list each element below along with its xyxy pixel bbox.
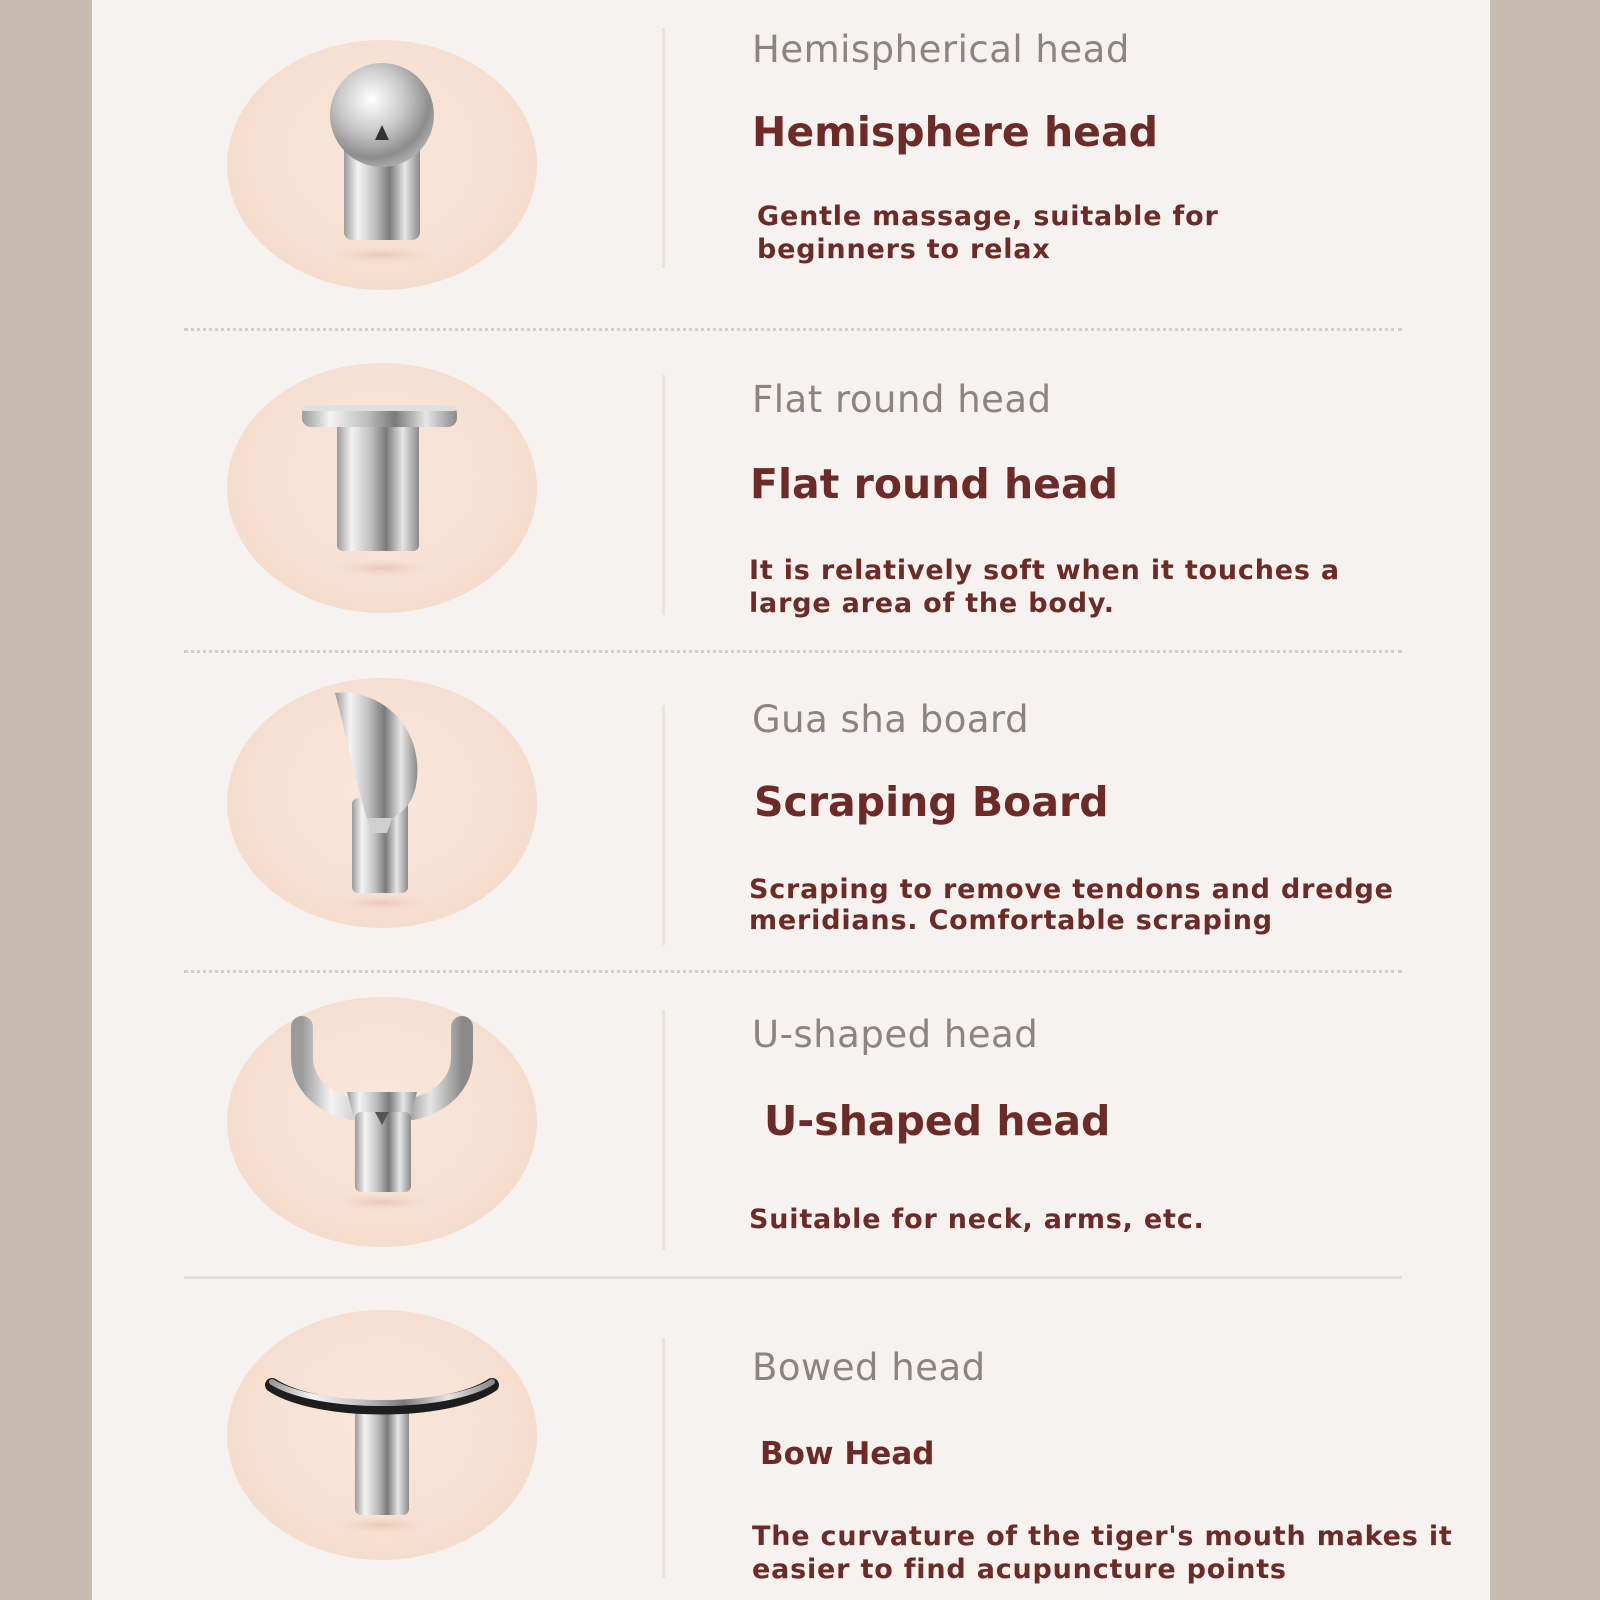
item-title: Scraping Board [754,778,1109,826]
description-line: Gentle massage, suitable for [757,201,1219,232]
item-title: Hemisphere head [752,108,1158,156]
description-line: Suitable for neck, arms, etc. [749,1204,1205,1235]
product-panel [92,0,1490,1600]
description-line: Scraping to remove tendons and dredge [749,874,1394,905]
item-description [749,1203,1205,1236]
description-line: large area of the body. [749,588,1115,619]
item-title: Bow Head [760,1436,935,1472]
item-description [757,200,1219,266]
description-line: The curvature of the tiger's mouth makes it [752,1521,1453,1552]
bow-head-icon [227,1310,537,1560]
hemisphere-head-icon [227,40,537,290]
row-separator-line [662,375,665,615]
row-separator-line [662,1010,665,1250]
item-description [749,874,1394,936]
section-divider [184,650,1402,653]
description-line: easier to find acupuncture points [752,1554,1287,1585]
item-subtitle: Bowed head [752,1346,986,1389]
row-separator-line [662,1338,665,1578]
item-subtitle: Hemispherical head [752,28,1130,71]
item-title: U-shaped head [764,1097,1111,1145]
description-line: meridians. Comfortable scraping [749,905,1273,936]
description-line: It is relatively soft when it touches a [749,555,1340,586]
section-divider [184,1276,1402,1279]
item-subtitle: Gua sha board [752,698,1030,741]
description-line: beginners to relax [757,234,1051,265]
row-separator-line [662,705,665,945]
item-subtitle: U-shaped head [752,1013,1039,1056]
section-divider [184,328,1402,331]
u-shaped-head-icon [227,997,537,1247]
row-separator-line [662,28,665,268]
item-title: Flat round head [750,460,1118,508]
item-description [752,1520,1453,1586]
flat-round-head-icon [227,363,537,613]
section-divider [184,970,1402,973]
scraping-board-icon [227,678,537,928]
item-description [749,554,1340,620]
item-subtitle: Flat round head [752,378,1052,421]
